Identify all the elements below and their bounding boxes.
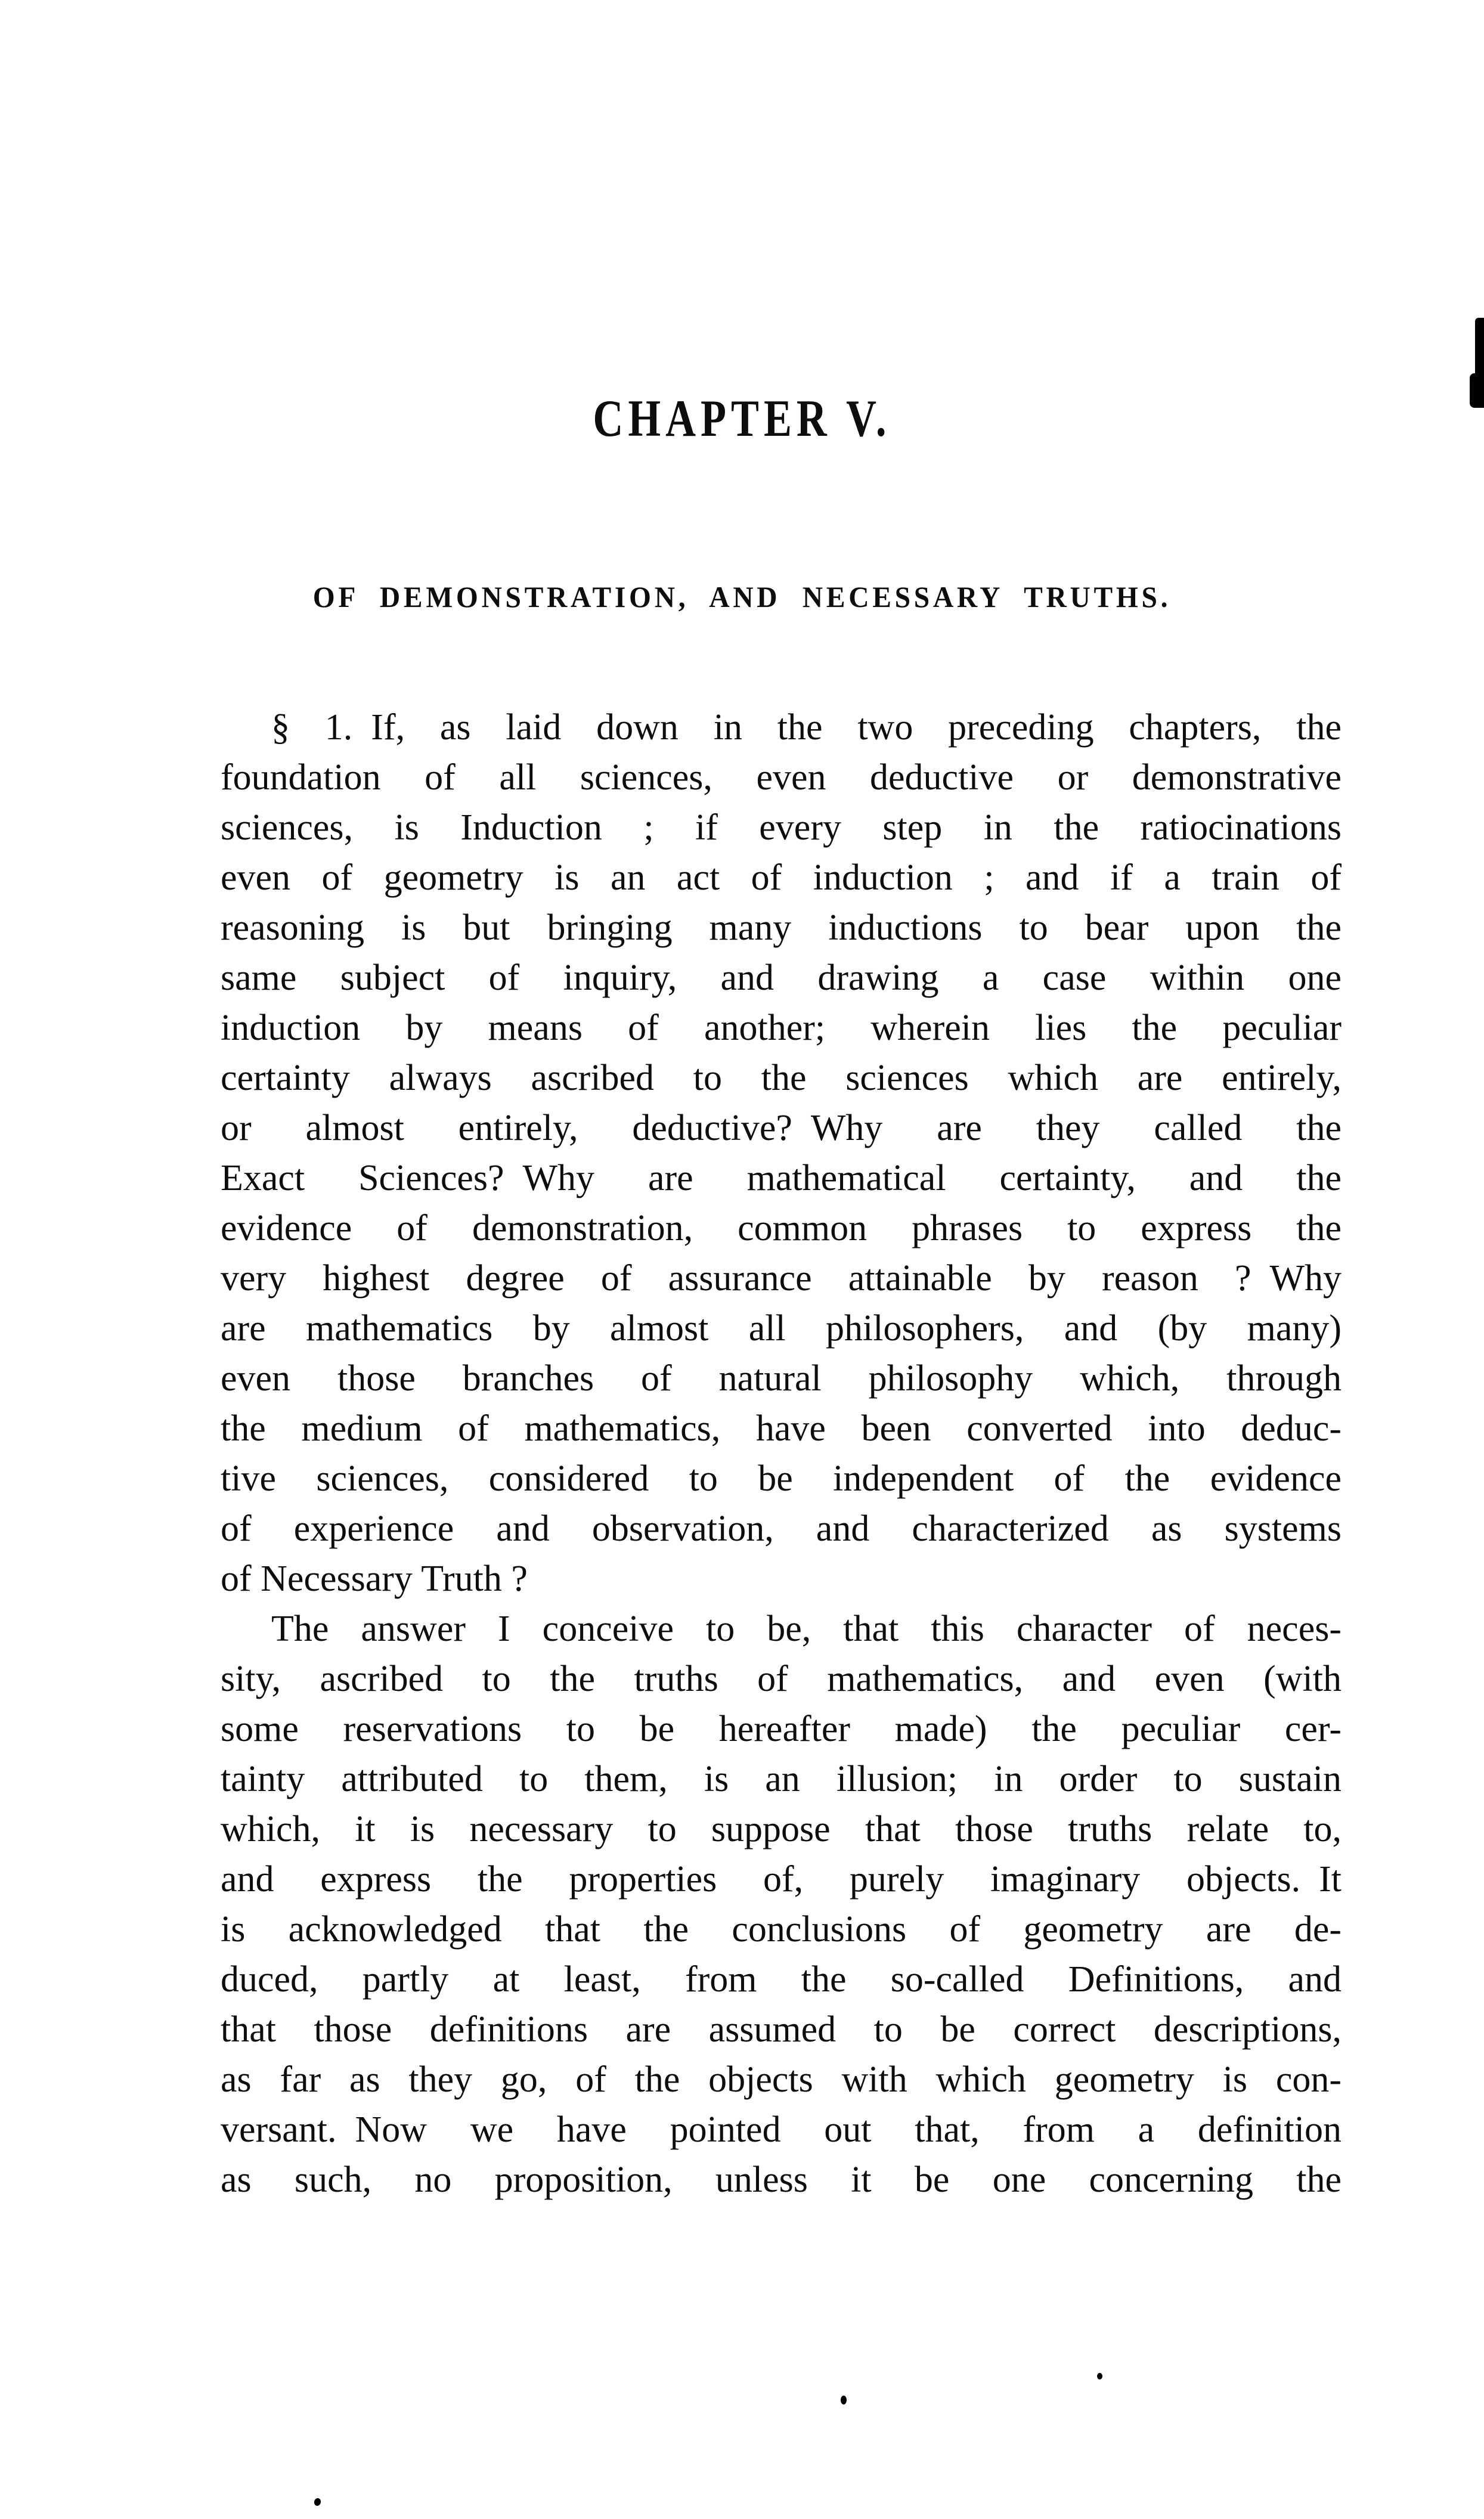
text-line: reasoning is but bringing many inductions to bear upon the (221, 907, 1342, 948)
text-line: same subject of inquiry, and drawing a case within one (221, 958, 1342, 998)
text-line: that those definitions are assumed to be correct descriptions, (221, 2009, 1342, 2050)
text-line: foundation of all sciences, even deductive or demonstrative (221, 757, 1342, 798)
body-text (221, 702, 1342, 2205)
text-line: which, it is necessary to suppose that those truths relate to, (221, 1809, 1342, 1849)
text-line: are mathematics by almost all philosophers, and (by many) (221, 1308, 1342, 1349)
text-line: tainty attributed to them, is an illusion; in order to sustain (221, 1759, 1342, 1799)
text-line: even those branches of natural philosophy which, through (221, 1358, 1342, 1399)
text-line: and express the properties of, purely imaginary objects. It (221, 1859, 1342, 1900)
text-line: some reservations to be hereafter made) the peculiar cer- (221, 1709, 1342, 1749)
text-line: very highest degree of assurance attainable by reason ? Why (221, 1258, 1342, 1299)
text-line: even of geometry is an act of induction ; and if a train of (221, 857, 1342, 898)
section-heading: OF DEMONSTRATION, AND NECESSARY TRUTHS. (312, 580, 1172, 614)
text-line: sity, ascribed to the truths of mathematics, and even (with (221, 1659, 1342, 1699)
text-line: or almost entirely, deductive? Why are they called the (221, 1108, 1342, 1148)
chapter-heading: CHAPTER V. (593, 390, 891, 448)
text-line: is acknowledged that the conclusions of geometry are de- (221, 1909, 1342, 1950)
text-line: tive sciences, considered to be independent of the evidence (221, 1458, 1342, 1499)
text-line: of experience and observation, and characterized as systems (221, 1508, 1342, 1549)
ink-mark-page-edge (1470, 373, 1484, 408)
text-line: induction by means of another; wherein lies the peculiar (221, 1008, 1342, 1048)
text-line: as such, no proposition, unless it be one concerning the (221, 2159, 1342, 2200)
text-line: as far as they go, of the objects with which geometry is con- (221, 2059, 1342, 2100)
text-line: of Necessary Truth ? (221, 1559, 528, 1599)
text-line: evidence of demonstration, common phrases to express the (221, 1208, 1342, 1248)
text-line: duced, partly at least, from the so-called Definitions, and (221, 1959, 1342, 2000)
text-line: the medium of mathematics, have been converted into deduc- (221, 1408, 1342, 1449)
text-line: § 1. If, as laid down in the two preceding chapters, the (271, 707, 1342, 748)
text-line: sciences, is Induction ; if every step in the ratiocinations (221, 807, 1342, 848)
ink-speck (314, 2498, 322, 2506)
text-line: certainty always ascribed to the sciences which are entirely, (221, 1058, 1342, 1098)
text-line: The answer I conceive to be, that this character of neces- (271, 1609, 1342, 1649)
text-line: versant. Now we have pointed out that, from a definition (221, 2109, 1342, 2150)
text-line: Exact Sciences? Why are mathematical certainty, and the (221, 1158, 1342, 1198)
ink-speck (841, 2396, 847, 2405)
ink-speck (1097, 2373, 1102, 2379)
